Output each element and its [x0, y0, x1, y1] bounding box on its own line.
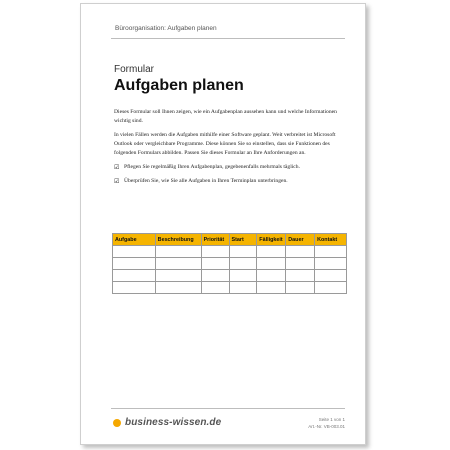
intro-paragraph: Dieses Formular soll Ihnen zeigen, wie ein Aufgabenplan aussehen kann und welche Informationen wichtig sind.: [114, 109, 337, 125]
form-kicker: Formular: [114, 64, 155, 75]
table-cell: [229, 282, 257, 294]
table-cell: [229, 270, 257, 282]
table-cell: [113, 270, 156, 282]
header-divider: [111, 38, 345, 39]
table-header-row: [113, 234, 347, 246]
table-cell: [201, 270, 229, 282]
logo-dot-icon: [113, 419, 121, 427]
document-body: [114, 108, 344, 191]
table-cell: [113, 246, 156, 258]
table-cell: [286, 282, 315, 294]
intro-paragraph: In vielen Fällen werden die Aufgaben mithilfe einer Software geplant. Weit verbreitet ist Microsoft Outlook oder vergleichbare Programme. Diese können Sie so einstellen, dass sie Funktionen des folgenden Formulars abbilden. Passen Sie dieses Formular an Ihre Anforderungen an.: [114, 132, 336, 157]
column-header-start: Start: [229, 234, 257, 246]
table-cell: [315, 246, 347, 258]
table-cell: [286, 258, 315, 270]
table-cell: [229, 258, 257, 270]
table-cell: [155, 258, 201, 270]
column-header-faelligkeit: Fälligkeit: [257, 234, 286, 246]
page-info: [308, 416, 345, 430]
table-cell: [315, 258, 347, 270]
page-header: Büroorganisation: Aufgaben planen: [115, 25, 217, 32]
column-header-aufgabe: Aufgabe: [113, 234, 156, 246]
document-page: [80, 3, 366, 445]
column-header-dauer: Dauer: [286, 234, 315, 246]
table-cell: [257, 270, 286, 282]
checkbox-icon: ☑: [114, 164, 120, 172]
page-number: Seite 1 von 1: [318, 417, 345, 422]
brand-logo: [113, 417, 221, 428]
logo-text: business-wissen.de: [125, 417, 222, 428]
column-header-beschreibung: Beschreibung: [155, 234, 201, 246]
table-cell: [315, 282, 347, 294]
table-row: [113, 270, 347, 282]
table-cell: [201, 282, 229, 294]
table-cell: [257, 282, 286, 294]
table-cell: [155, 270, 201, 282]
footer-divider: [111, 408, 345, 409]
table-cell: [201, 246, 229, 258]
checklist-text: Pflegen Sie regelmäßig Ihren Aufgabenplan, gegebenenfalls mehrmals täglich.: [124, 164, 300, 171]
table-row: [113, 282, 347, 294]
column-header-prioritaet: Priorität: [201, 234, 229, 246]
checklist-text: Überprüfen Sie, wie Sie alle Aufgaben in Ihren Terminplan unterbringen.: [124, 178, 288, 184]
table-cell: [155, 282, 201, 294]
table-cell: [257, 258, 286, 270]
checkbox-icon: ☑: [114, 178, 120, 185]
table-cell: [201, 258, 229, 270]
table-cell: [286, 270, 315, 282]
table-cell: [113, 282, 156, 294]
article-number: Art.-Nr. VB-003.01: [308, 424, 345, 429]
table-cell: [257, 246, 286, 258]
table-cell: [113, 258, 156, 270]
checklist-item: [114, 177, 344, 186]
table-cell: [155, 246, 201, 258]
column-header-kontakt: Kontakt: [315, 234, 347, 246]
checklist-item: [114, 163, 344, 172]
table-cell: [229, 246, 257, 258]
task-plan-table: [112, 233, 347, 294]
table-row: [113, 246, 347, 258]
table-cell: [286, 246, 315, 258]
page-title: Aufgaben planen: [114, 77, 244, 94]
table-row: [113, 258, 347, 270]
table-cell: [315, 270, 347, 282]
